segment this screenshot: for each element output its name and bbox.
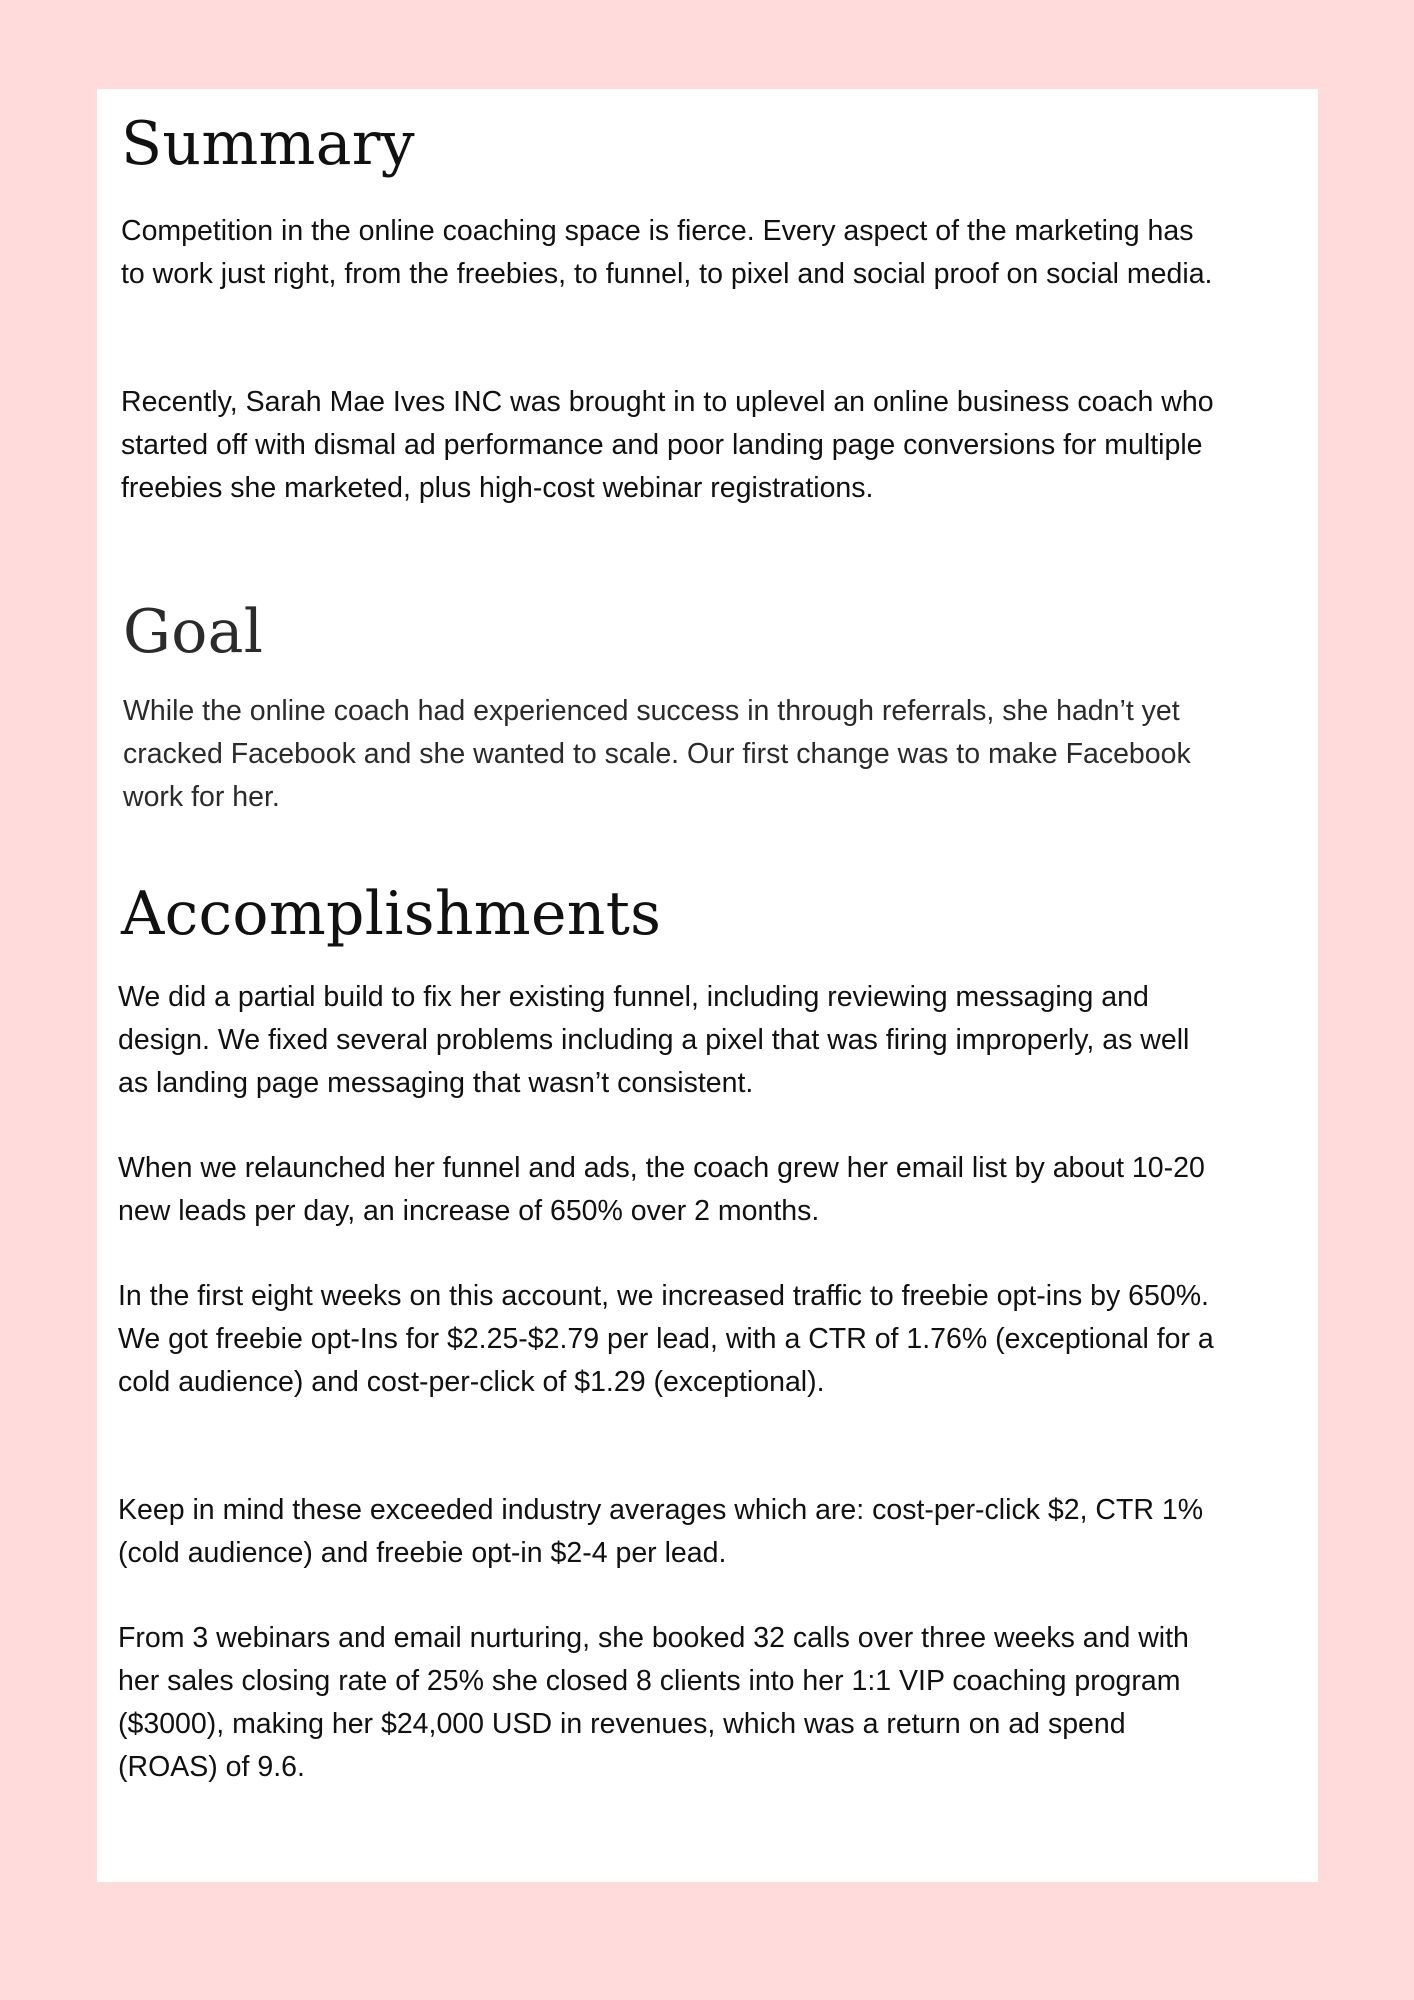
- summary-paragraph: Recently, Sarah Mae Ives INC was brought in to uplevel an online business coach who started off with dismal ad performance and poor landing page conversions for multiple freebies she marketed, plus high-cost webinar registrations.: [121, 386, 1214, 504]
- accomplishments-paragraph: From 3 webinars and email nurturing, she booked 32 calls over three weeks and with her sales closing rate of 25% she closed 8 clients into her 1:1 VIP coaching program ($3000), making her $24,000 USD in revenues, which was a return on ad spend (ROAS) of 9.6.: [118, 1622, 1189, 1783]
- goal-paragraph: While the online coach had experienced success in through referrals, she hadn’t yet cracked Facebook and she wanted to scale. Our first change was to make Facebook work for her.: [123, 695, 1191, 813]
- summary-paragraph: Competition in the online coaching space is fierce. Every aspect of the marketing has to work just right, from the freebies, to funnel, to pixel and social proof on social media.: [121, 215, 1213, 290]
- accomplishments-paragraph: Keep in mind these exceeded industry averages which are: cost-per-click $2, CTR 1% (cold audience) and freebie opt-in $2-4 per lead.: [118, 1494, 1204, 1569]
- summary-heading: Summary: [121, 109, 415, 179]
- accomplishments-paragraph: In the first eight weeks on this account, we increased traffic to freebie opt-ins by 650%. We got freebie opt-Ins for $2.25-$2.79 per lead, with a CTR of 1.76% (exceptional for a cold audience) and cost-per-click of $1.29 (exceptional).: [118, 1280, 1214, 1398]
- accomplishments-heading: Accomplishments: [121, 879, 662, 949]
- accomplishments-paragraph: When we relaunched her funnel and ads, the coach grew her email list by about 10-20 new leads per day, an increase of 650% over 2 months.: [118, 1152, 1205, 1227]
- accomplishments-paragraph: We did a partial build to fix her existing funnel, including reviewing messaging and design. We fixed several problems including a pixel that was firing improperly, as well as landing page messaging that wasn’t consistent.: [118, 981, 1190, 1099]
- goal-heading: Goal: [123, 597, 264, 667]
